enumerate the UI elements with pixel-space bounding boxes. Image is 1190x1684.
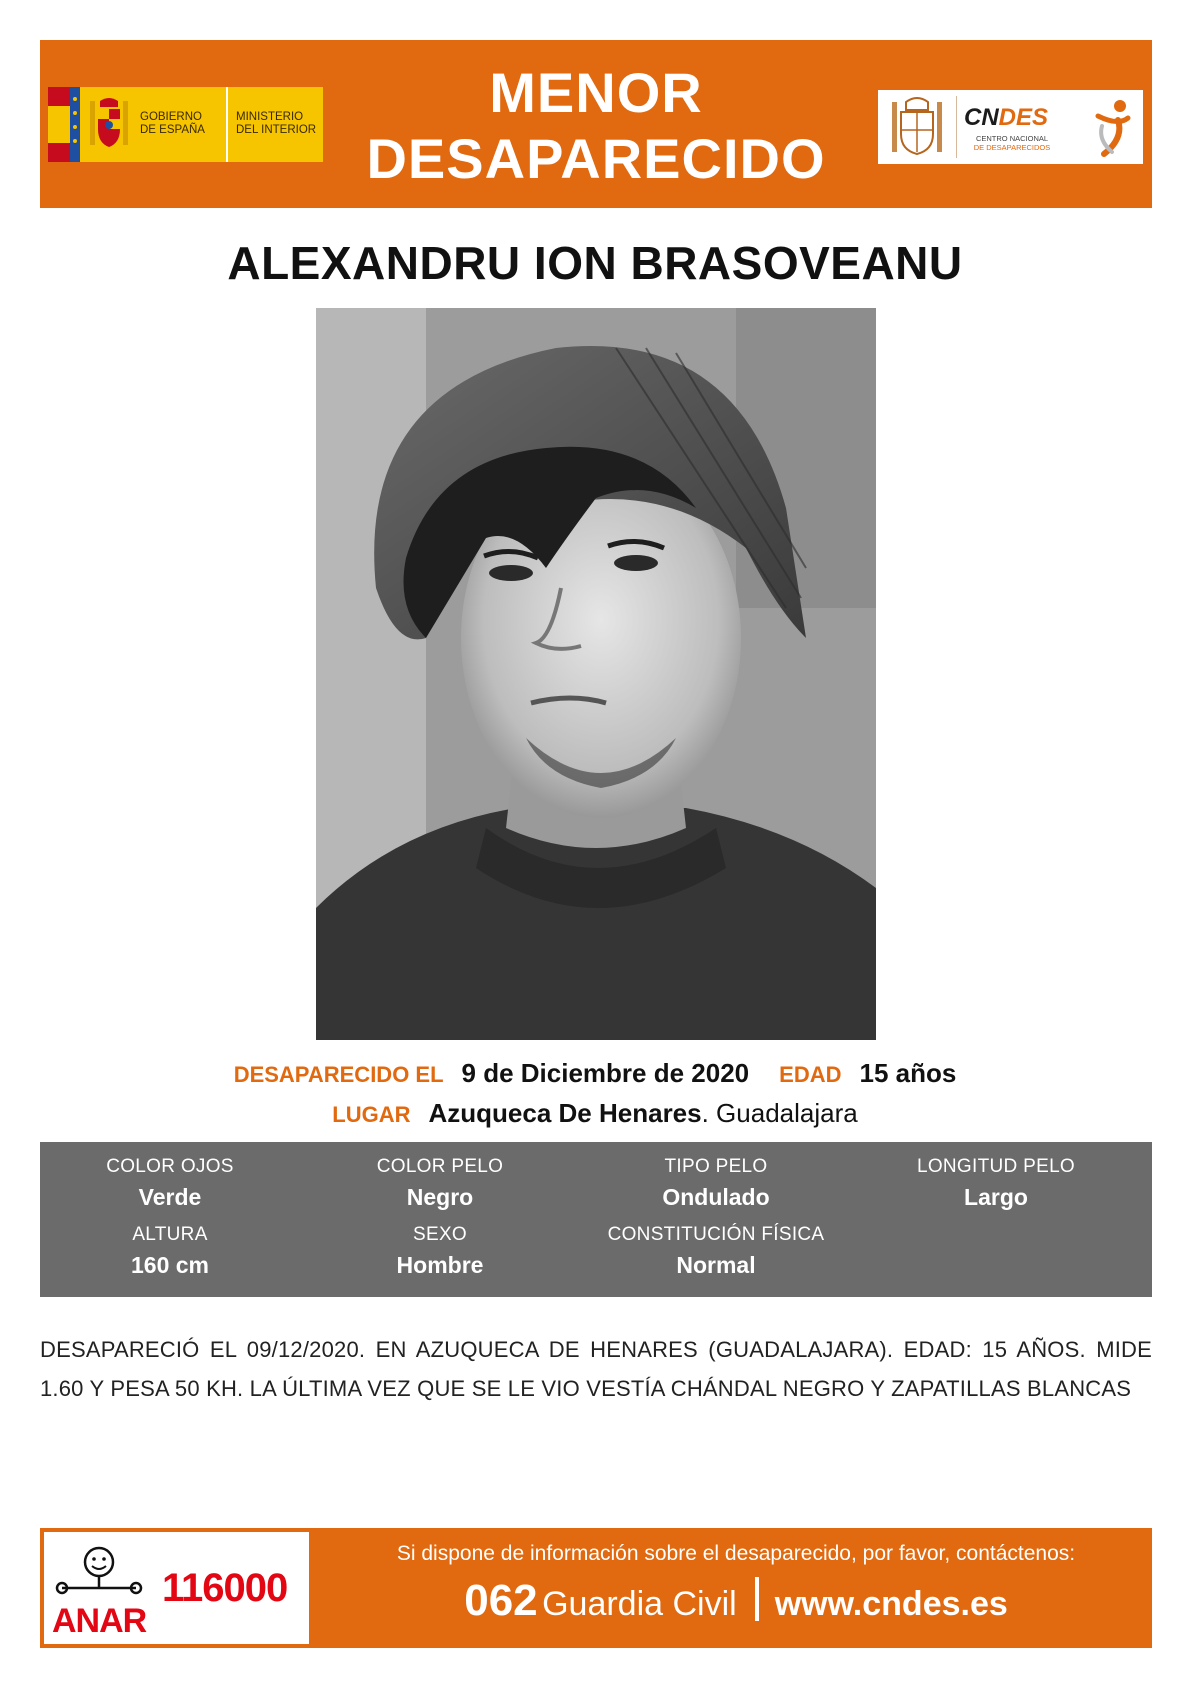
cndes-sub-line: DE DESAPARECIDOS xyxy=(973,143,1051,152)
attr-label: COLOR PELO xyxy=(376,1156,504,1177)
ministerio-text xyxy=(236,111,321,137)
missing-info-line xyxy=(0,1058,1190,1089)
spain-flag-stripe xyxy=(48,87,70,162)
contact-details xyxy=(320,1576,1152,1626)
attr-label: CONSTITUCIÓN FÍSICA xyxy=(607,1224,825,1245)
contact-divider xyxy=(755,1577,759,1621)
attr-value: Largo xyxy=(964,1184,1028,1210)
attr-value: Hombre xyxy=(396,1252,484,1278)
anar-phone-number: 116000 xyxy=(162,1566,288,1610)
attr-label: ALTURA xyxy=(132,1224,208,1245)
cndes-logo xyxy=(878,90,1143,164)
header-banner xyxy=(40,40,1152,208)
cndes-subtitle xyxy=(964,134,1060,152)
anar-wordmark: ANAR xyxy=(52,1602,147,1640)
gov-logo-divider xyxy=(226,87,228,162)
cndes-name xyxy=(964,104,1048,132)
cndes-website-link[interactable]: www.cndes.es xyxy=(774,1585,1008,1623)
gobierno-text xyxy=(140,111,220,137)
cndes-separator xyxy=(956,96,957,158)
contact-footer xyxy=(40,1528,1152,1648)
attr-hair-color xyxy=(310,1156,570,1212)
place-label: LUGAR xyxy=(332,1102,411,1127)
attr-value: Negro xyxy=(406,1184,474,1210)
spain-coat-of-arms-icon xyxy=(86,97,132,153)
place-province: . Guadalajara xyxy=(701,1098,858,1128)
place-info-line xyxy=(0,1098,1190,1129)
guardia-civil-phone: 062 xyxy=(464,1576,538,1625)
spain-coat-of-arms-icon xyxy=(882,94,952,160)
gov-text-line: MINISTERIO xyxy=(236,111,304,123)
guardia-civil-label: Guardia Civil xyxy=(542,1585,737,1623)
title-line: DESAPARECIDO xyxy=(366,127,826,190)
portrait-image xyxy=(316,308,876,1040)
place-town: Azuqueca De Henares xyxy=(428,1098,702,1128)
gov-text-line: DEL INTERIOR xyxy=(236,124,317,136)
attr-hair-type xyxy=(586,1156,846,1212)
gov-text-line: DE ESPAÑA xyxy=(140,124,205,136)
missing-date-value: 9 de Diciembre de 2020 xyxy=(461,1058,750,1088)
attr-sex xyxy=(310,1224,570,1280)
cndes-figure-icon xyxy=(1088,96,1138,158)
gobierno-de-espana-logo xyxy=(48,87,323,162)
attr-height xyxy=(40,1224,300,1280)
title-line: MENOR xyxy=(489,61,703,124)
poster-title xyxy=(340,60,852,192)
attr-value: Normal xyxy=(676,1252,756,1278)
attr-label: SEXO xyxy=(413,1224,467,1245)
gov-text-line: GOBIERNO xyxy=(140,111,202,123)
attr-label: LONGITUD PELO xyxy=(916,1156,1076,1177)
cndes-name-prefix: CN xyxy=(964,104,999,131)
attr-label: TIPO PELO xyxy=(664,1156,768,1177)
attr-value: Ondulado xyxy=(662,1184,770,1210)
cndes-name-suffix: DES xyxy=(998,104,1049,131)
missing-person-photo xyxy=(316,308,876,1040)
physical-attributes-panel xyxy=(40,1142,1152,1297)
attr-value: 160 cm xyxy=(130,1252,209,1278)
cndes-sub-line: CENTRO NACIONAL xyxy=(975,134,1049,143)
attr-build xyxy=(566,1224,866,1280)
age-label: EDAD xyxy=(779,1062,842,1087)
attr-eye-color xyxy=(40,1156,300,1212)
attr-value: Verde xyxy=(138,1184,202,1210)
missing-person-name: ALEXANDRU ION BRASOVEANU xyxy=(227,237,963,289)
attr-hair-length xyxy=(866,1156,1126,1212)
eu-stripe xyxy=(70,87,80,162)
anar-child-icon xyxy=(54,1542,144,1606)
anar-logo xyxy=(44,1532,309,1644)
case-description: DESAPARECIÓ EL 09/12/2020. EN AZUQUECA DE HENARES (GUADALAJARA). EDAD: 15 AÑOS. MIDE 1.60 Y PESA 50 KH. LA ÚLTIMA VEZ QUE SE LE VIO VESTÍA CHÁNDAL NEGRO Y ZAPATILLAS BLANCAS xyxy=(40,1337,1152,1401)
age-value: 15 años xyxy=(859,1058,957,1088)
missing-date-label: DESAPARECIDO EL xyxy=(233,1062,444,1087)
contact-message: Si dispone de información sobre el desaparecido, por favor, contáctenos: xyxy=(396,1542,1076,1565)
attr-label: COLOR OJOS xyxy=(106,1156,234,1177)
